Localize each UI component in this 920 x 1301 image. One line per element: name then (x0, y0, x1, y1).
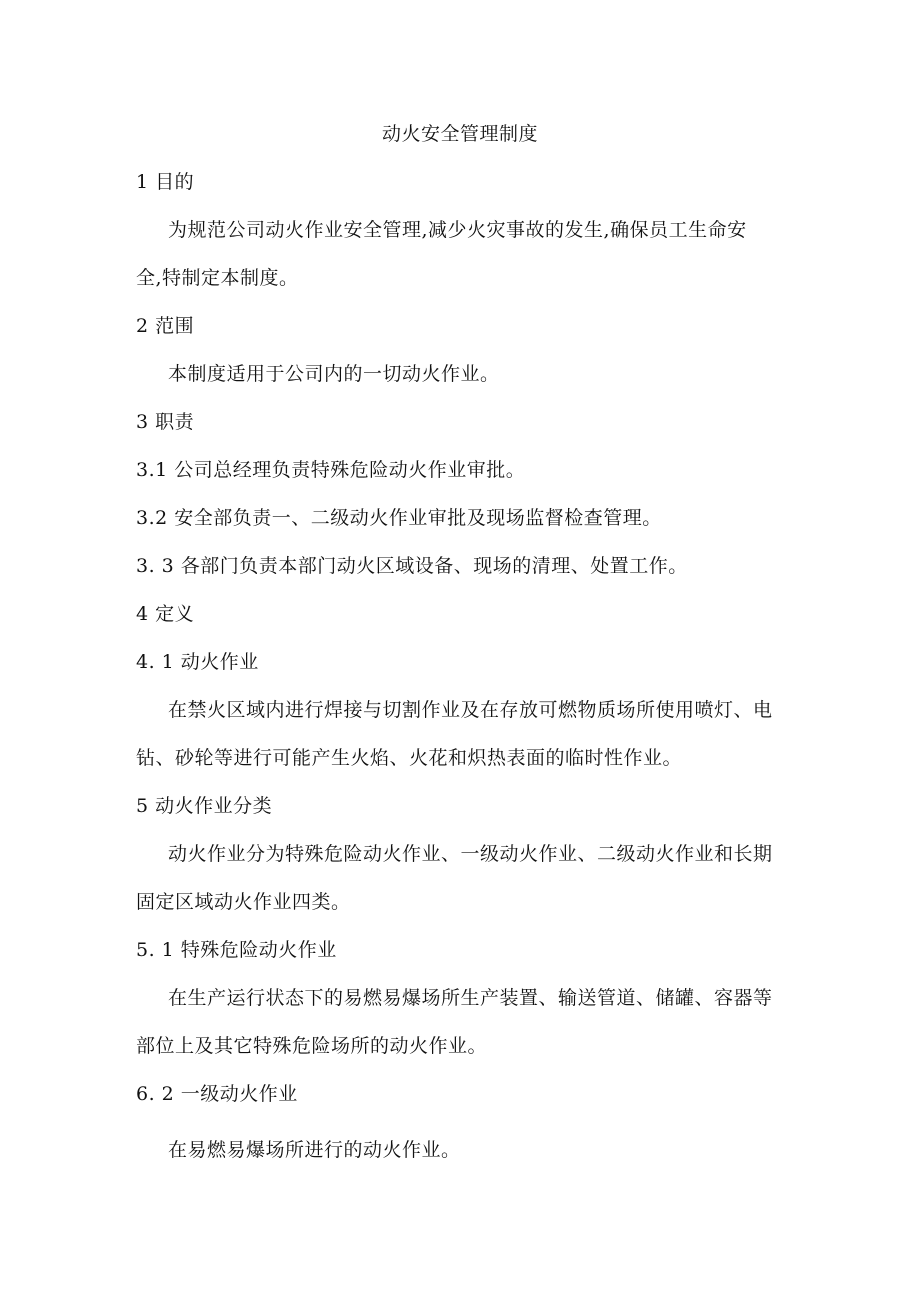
paragraph-classification-line-2: 固定区域动火作业四类。 (136, 891, 351, 913)
section-heading-responsibilities: 3 职责 (136, 411, 195, 433)
clause-3-1: 3.1 公司总经理负责特殊危险动火作业审批。 (136, 459, 526, 481)
section-heading-definitions: 4 定义 (136, 603, 195, 625)
paragraph-scope: 本制度适用于公司内的一切动火作业。 (168, 363, 500, 385)
section-heading-classification: 5 动火作业分类 (136, 795, 273, 817)
clause-3-3: 3. 3 各部门负责本部门动火区域设备、现场的清理、处置工作。 (136, 555, 688, 577)
clause-3-2: 3.2 安全部负责一、二级动火作业审批及现场监督检查管理。 (136, 507, 662, 529)
paragraph-purpose-line-1: 为规范公司动火作业安全管理,减少火灾事故的发生,确保员工生命安 (168, 219, 747, 241)
subsection-heading-5-1: 5. 1 特殊危险动火作业 (136, 939, 337, 961)
subsection-heading-4-1: 4. 1 动火作业 (136, 651, 259, 673)
paragraph-level-one: 在易燃易爆场所进行的动火作业。 (168, 1139, 461, 1161)
paragraph-special-line-2: 部位上及其它特殊危险场所的动火作业。 (136, 1035, 488, 1057)
section-heading-scope: 2 范围 (136, 315, 195, 337)
section-heading-purpose: 1 目的 (136, 171, 195, 193)
paragraph-purpose-line-2: 全,特制定本制度。 (136, 267, 299, 289)
document-title: 动火安全管理制度 (381, 123, 538, 145)
paragraph-definition-line-1: 在禁火区域内进行焊接与切割作业及在存放可燃物质场所使用喷灯、电 (168, 699, 773, 721)
paragraph-special-line-1: 在生产运行状态下的易燃易爆场所生产装置、输送管道、储罐、容器等 (168, 987, 773, 1009)
paragraph-classification-line-1: 动火作业分为特殊危险动火作业、一级动火作业、二级动火作业和长期 (168, 843, 773, 865)
paragraph-definition-line-2: 钻、砂轮等进行可能产生火焰、火花和炽热表面的临时性作业。 (136, 747, 683, 769)
subsection-heading-6-2: 6. 2 一级动火作业 (136, 1083, 298, 1105)
